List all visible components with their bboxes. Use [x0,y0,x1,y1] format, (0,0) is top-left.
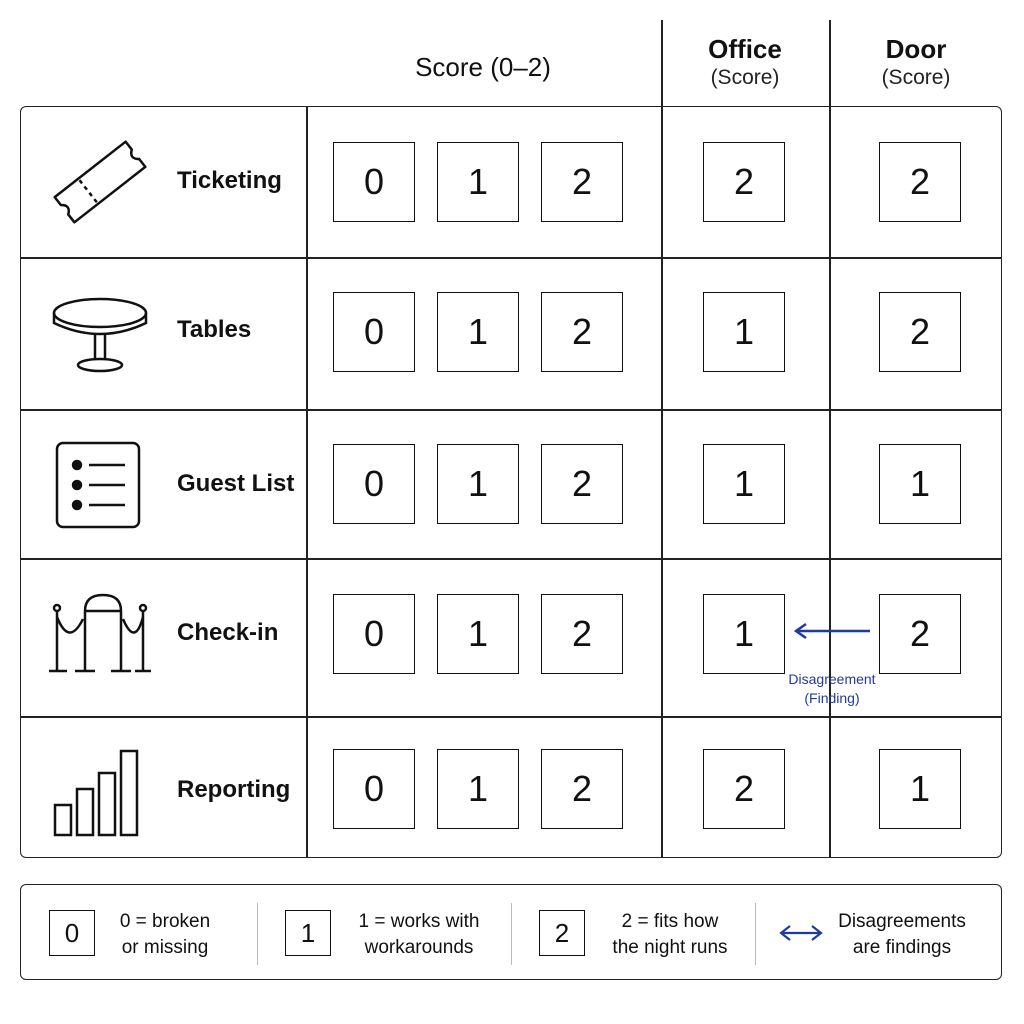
legend-text-0 [105,909,225,961]
score-option-2[interactable]: 2 [541,749,623,829]
row-label: Check-in [177,619,279,646]
legend-text-line: or missing [121,937,209,958]
header-divider [829,20,831,106]
legend-divider [257,903,258,965]
score-option-2[interactable]: 2 [541,292,623,372]
stanchion-icon [45,581,155,681]
row-label: Tables [177,316,252,343]
legend-divider [755,903,756,965]
door-score: 2 [879,142,961,222]
office-score: 2 [703,142,785,222]
legend-text-1 [341,909,497,961]
legend-key-2: 2 [539,910,585,956]
office-header [662,34,828,92]
legend-text-line: are findings [852,937,952,958]
score-grid [20,106,1002,858]
score-option-2[interactable]: 2 [541,444,623,524]
disagreement-label-line1: Disagreement [788,671,876,687]
score-option-2[interactable]: 2 [541,142,623,222]
row-label: Reporting [177,776,291,803]
door-score: 2 [879,292,961,372]
score-option-0[interactable]: 0 [333,292,415,372]
legend-divider [511,903,512,965]
score-option-1[interactable]: 1 [437,594,519,674]
door-header-sub: (Score) [881,66,951,89]
office-score: 1 [703,594,785,674]
score-option-2[interactable]: 2 [541,594,623,674]
legend-text-3 [827,909,977,961]
score-option-0[interactable]: 0 [333,142,415,222]
score-option-1[interactable]: 1 [437,749,519,829]
disagreement-label-line2: (Finding) [804,690,860,706]
office-score: 1 [703,444,785,524]
door-score: 1 [879,444,961,524]
score-option-1[interactable]: 1 [437,142,519,222]
double-arrow-icon [777,923,825,943]
office-header-sub: (Score) [710,66,780,89]
score-option-0[interactable]: 0 [333,749,415,829]
legend-text-line: workarounds [364,937,474,958]
score-option-1[interactable]: 1 [437,444,519,524]
list-icon [45,435,155,535]
grid-row-tables [21,258,1001,409]
legend-text-line: Disagreements [838,911,966,932]
grid-row-guest-list [21,410,1001,558]
score-option-0[interactable]: 0 [333,594,415,674]
bar-chart-icon [45,739,155,839]
legend-text-line: the night runs [612,937,728,958]
legend-text-line: 1 = works with [358,911,480,932]
grid-row-ticketing [21,107,1001,257]
door-score: 2 [879,594,961,674]
score-header: Score (0–2) [415,52,551,82]
legend-text-line: 0 = broken [119,911,211,932]
row-label: Guest List [177,470,295,497]
disagreement-arrow-icon [790,620,874,642]
header-divider [661,20,663,106]
office-header-title: Office [708,34,782,64]
score-option-0[interactable]: 0 [333,444,415,524]
legend-text-line: 2 = fits how [621,911,719,932]
legend-key-1: 1 [285,910,331,956]
door-header-title: Door [885,34,947,64]
ticket-icon [45,132,155,232]
grid-row-reporting [21,717,1001,859]
door-score: 1 [879,749,961,829]
disagreement-label [770,670,894,708]
office-score: 2 [703,749,785,829]
row-label: Ticketing [177,167,282,194]
door-header [830,34,1002,92]
legend-key-0: 0 [49,910,95,956]
legend-text-2 [595,909,745,961]
legend [20,884,1002,980]
office-score: 1 [703,292,785,372]
score-option-1[interactable]: 1 [437,292,519,372]
table-icon [45,283,155,383]
